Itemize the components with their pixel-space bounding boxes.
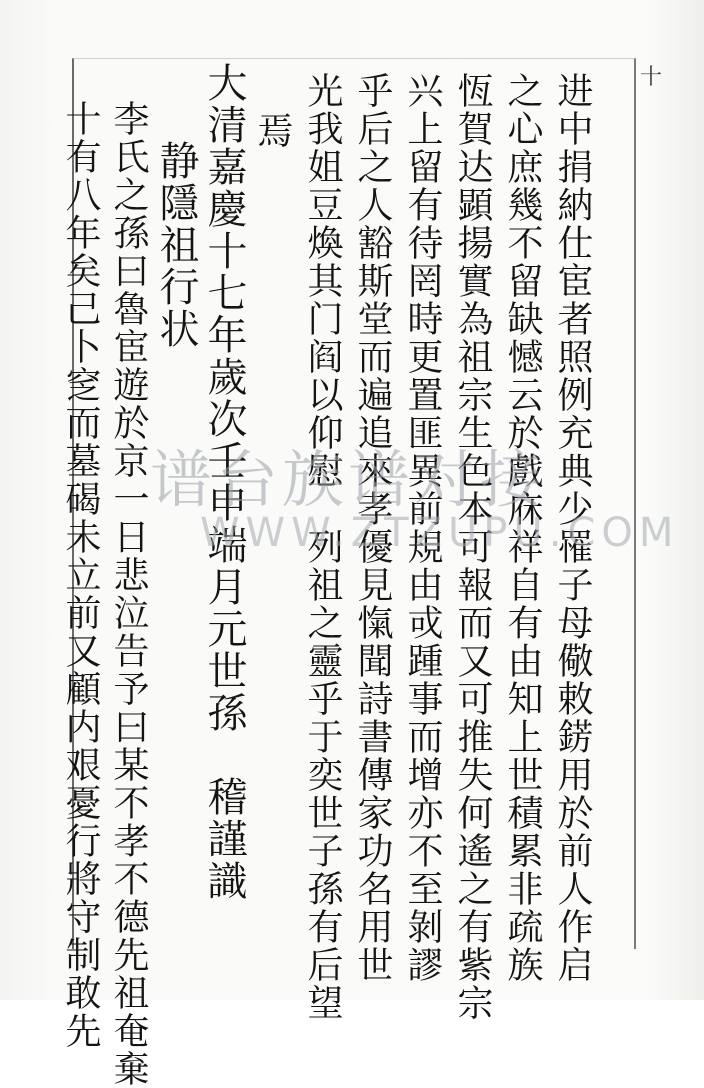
watermark-url: WWW.ZTZUPU.COM <box>200 510 680 556</box>
text-column-3: 恆賀达顕揚實為祖宗生色本可報而又可推失何遙之有紫宗 <box>452 72 493 1022</box>
watermark-text: 谱台族谱对接 <box>150 443 547 516</box>
text-column-5: 乎后之人豁斯堂而遍追來孝優見愾聞詩書傳家功名用世 <box>352 72 393 984</box>
section-title-column: 静隱祖行状 <box>153 140 199 350</box>
text-column-11: 十有八年矣己卜窆而墓碣未立前又顧内艰憂行將守制敢先 <box>60 100 101 1050</box>
page-corner-mark: 十 <box>639 65 662 90</box>
text-column-4: 兴上留有待罔時更置匪異前規由戓踵事而增亦不至剝謬 <box>402 72 443 984</box>
date-colophon-column: 大清嘉慶十七年歲次壬申端月元世孫 稽謹識 <box>201 62 247 902</box>
text-column-1: 进中捐納仕宦者照例充典少罹子母儆敕錺用於前人作启 <box>552 72 593 984</box>
text-column-7: 焉 <box>252 112 293 150</box>
text-column-10: 李氏之孫曰魯宦遊於京一日悲泣告予曰某不孝不德先祖奄棄 <box>108 100 149 1088</box>
text-column-2: 之心庶幾不留缺憾云於戲庥祥自有由知上世積累非疏族 <box>502 72 543 984</box>
text-column-6: 光我姐豆煥其门阎以仰慰 列祖之靈乎于奕世子孫有后望 <box>302 72 343 1022</box>
